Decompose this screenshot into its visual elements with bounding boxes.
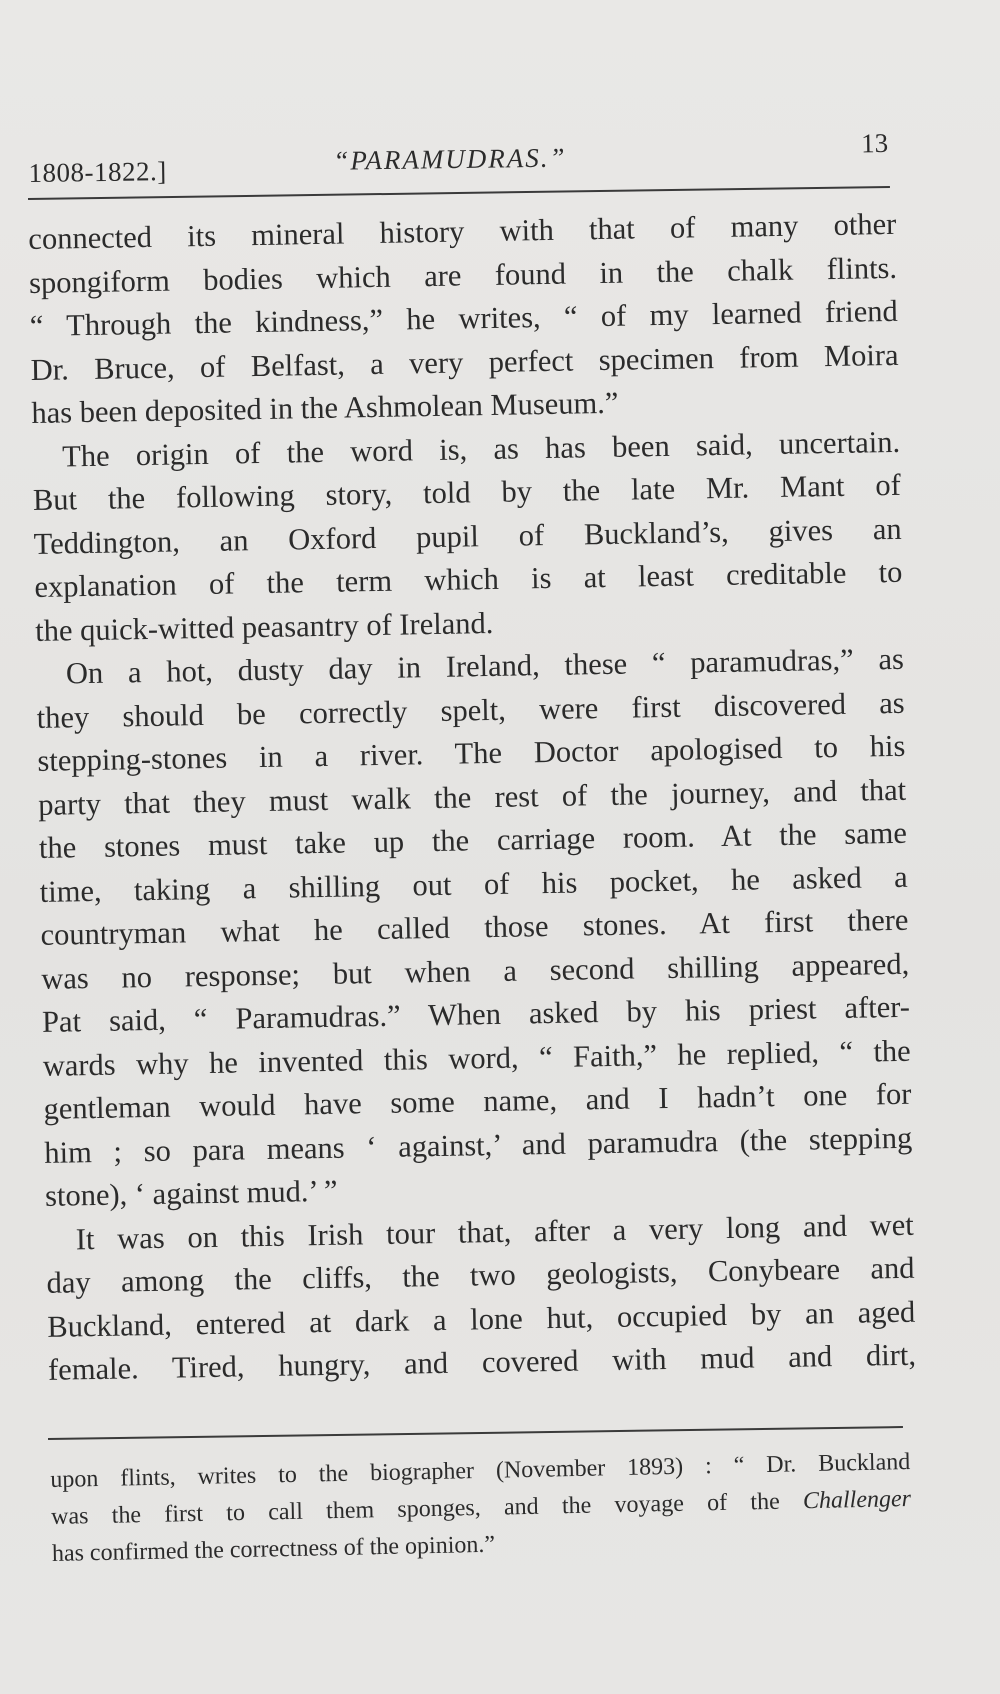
text-line: party that they must walk the rest of the journey, and that (37, 772, 907, 822)
text-line: It was on this Irish tour that, after a very long and wet (75, 1207, 914, 1256)
text-line: “ Through the kindness,” he writes, “ of my learned friend (29, 293, 899, 343)
text-line: time, taking a shilling out of his pocket, he asked a (39, 859, 908, 909)
text-line: has been deposited in the Ashmolean Museum.” (31, 385, 619, 430)
text-line: Pat said, “ Paramudras.” When asked by his priest after- (41, 989, 911, 1039)
text-line: wards why he invented this word, “ Faith,” he replied, “ the (42, 1033, 911, 1083)
text-line: gentleman would have some name, and I hadn’t one for (43, 1076, 912, 1126)
text-line: connected its mineral history with that of many other (28, 206, 897, 256)
text-line: day among the cliffs, the two geologists, Conybeare and (46, 1250, 915, 1300)
text-line: countryman what he called those stones. At first there (40, 902, 909, 952)
text-line: On a hot, dusty day in Ireland, these “ paramudras,” as (65, 641, 905, 691)
footnote-rule (48, 1426, 903, 1440)
text-line: was no response; but when a second shilling appeared, (40, 946, 910, 996)
text-line: stone), ‘ against mud.’ ” (44, 1173, 338, 1213)
footnote-line-text: was the first to call them sponges, and the voyage of the (50, 1488, 804, 1530)
footnote-line: has confirmed the correctness of the opinion.” (51, 1531, 496, 1567)
text-line: Teddington, an Oxford pupil of Buckland’s, gives an (33, 511, 902, 561)
page-number: 13 (860, 127, 889, 159)
header-rule (28, 186, 890, 200)
text-line: But the following story, told by the late Mr. Mant of (32, 467, 902, 517)
ship-name: Challenger (802, 1485, 912, 1515)
text-line: him ; so para means ‘ against,’ and paramudra (the stepping (44, 1120, 913, 1170)
text-line: Dr. Bruce, of Belfast, a very perfect specimen from Moira (30, 337, 899, 387)
text-line: the quick-witted peasantry of Ireland. (34, 605, 494, 648)
body-text (28, 203, 916, 1392)
text-line: the stones must take up the carriage room. At the same (38, 815, 908, 865)
text-line: female. Tired, hungry, and covered with mud and dirt, (47, 1337, 917, 1387)
text-line: Buckland, entered at dark a lone hut, occupied by an aged (47, 1294, 916, 1344)
text-line: spongiform bodies which are found in the chalk flints. (28, 250, 898, 300)
running-head-date-range: 1808-1822.] (28, 156, 167, 188)
text-line: they should be correctly spelt, were first discovered as (36, 685, 905, 735)
footnote (50, 1444, 912, 1573)
text-line: explanation of the term which is at least creditable to (34, 554, 903, 604)
text-line: The origin of the word is, as has been said, uncertain. (61, 424, 901, 473)
running-head-title: “PARAMUDRAS.” (333, 142, 567, 176)
footnote-line: upon flints, writes to the biographer (November 1893) : “ Dr. Buckland (50, 1448, 911, 1493)
running-head (28, 127, 889, 188)
text-line: stepping-stones in a river. The Doctor apologised to his (37, 728, 906, 778)
